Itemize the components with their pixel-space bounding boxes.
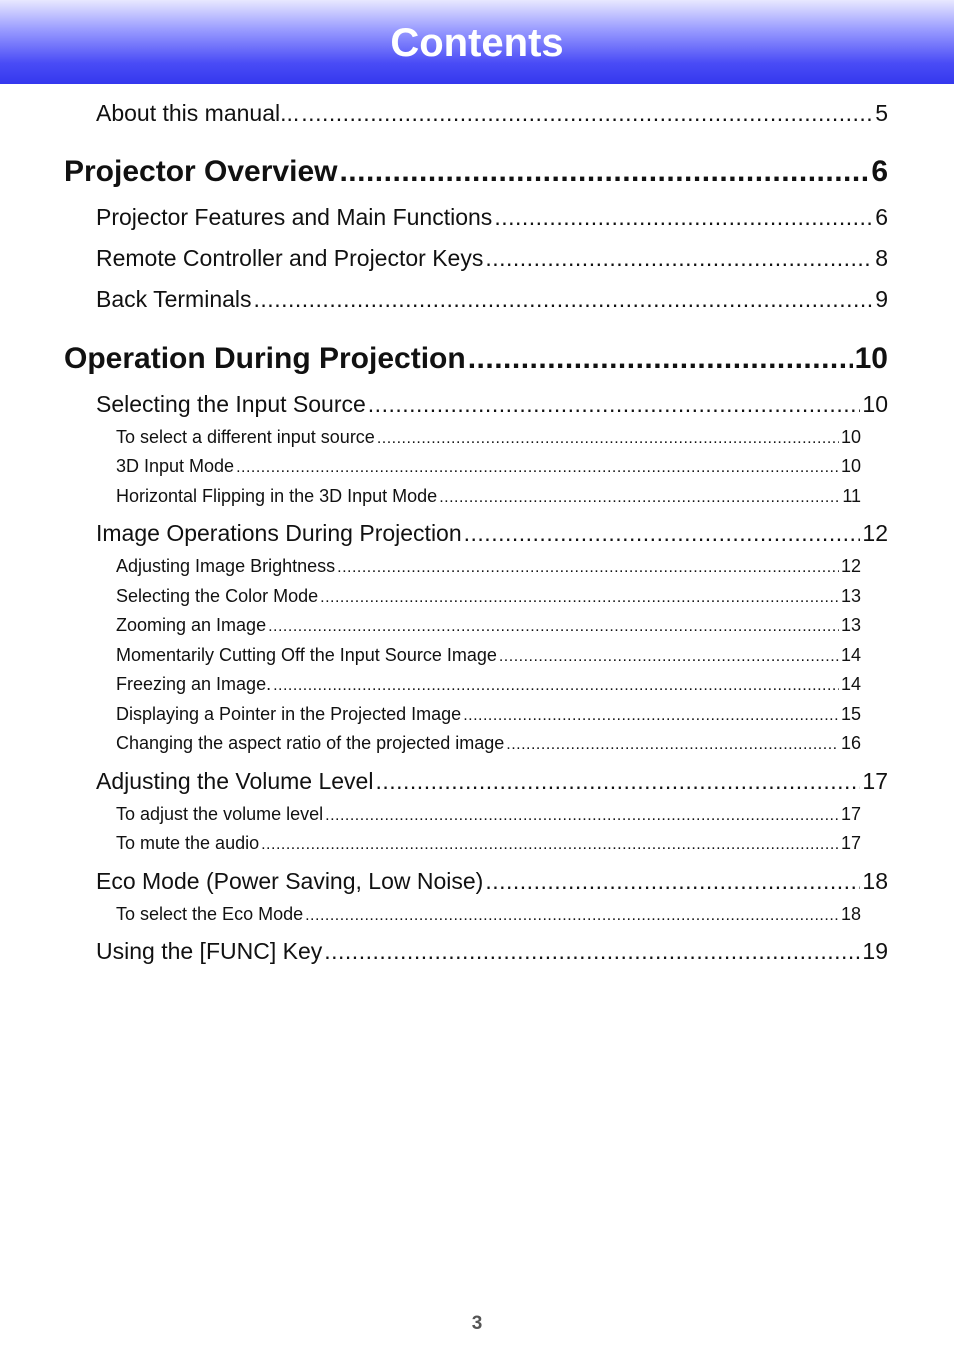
- toc-entry-pointer[interactable]: [116, 703, 861, 727]
- toc-entry-label: To select a different input source: [116, 427, 375, 447]
- toc-entry-projector-overview[interactable]: [64, 154, 888, 190]
- toc-entry-adjust-volume[interactable]: [116, 803, 861, 827]
- toc-entry-label: Projector Overview: [64, 155, 338, 188]
- dot-leader: [368, 390, 861, 418]
- toc-entry-label: Horizontal Flipping in the 3D Input Mode: [116, 486, 438, 506]
- dot-leader: [494, 203, 873, 231]
- toc-entry-label: To adjust the volume level: [116, 804, 324, 824]
- toc-entry-label: To select the Eco Mode: [116, 904, 304, 924]
- toc-entry-page: 19: [862, 938, 888, 964]
- toc-entry-image-brightness[interactable]: [116, 555, 861, 579]
- dot-leader: [236, 457, 839, 479]
- toc-entry-page: 6: [875, 204, 888, 230]
- dot-leader: [464, 519, 861, 547]
- toc-entry-page: 8: [875, 245, 888, 271]
- toc-entry-page: 6: [871, 155, 888, 188]
- toc-entry-image-operations[interactable]: [96, 519, 888, 547]
- toc-entry-page: 18: [862, 868, 888, 894]
- dot-leader: [506, 734, 839, 756]
- dot-leader: [261, 834, 839, 856]
- toc-entry-3d-input-mode[interactable]: [116, 455, 861, 479]
- toc-entry-features[interactable]: [96, 203, 888, 231]
- page-number: 3: [471, 1313, 483, 1334]
- toc-entry-color-mode[interactable]: [116, 585, 861, 609]
- toc-entry-label: Changing the aspect ratio of the projected image: [116, 733, 505, 753]
- dot-leader: [377, 428, 839, 450]
- toc-entry-zooming[interactable]: [116, 614, 861, 638]
- toc-entry-page: 10: [862, 391, 888, 417]
- toc-entry-label: Selecting the Color Mode: [116, 586, 319, 606]
- dot-leader: [254, 285, 874, 313]
- dot-leader: [499, 646, 839, 668]
- toc-entry-page: 14: [840, 674, 861, 694]
- dot-leader: [305, 905, 839, 927]
- toc-entry-back-terminals[interactable]: [96, 285, 888, 313]
- toc-entry-label: Back Terminals: [96, 286, 252, 312]
- toc-entry-horizontal-flipping[interactable]: [116, 485, 861, 509]
- toc-entry-label: Eco Mode (Power Saving, Low Noise): [96, 868, 484, 894]
- dot-leader: [463, 705, 839, 727]
- toc-entry-page: 12: [840, 556, 861, 576]
- toc-entry-selecting-input-source[interactable]: [96, 390, 888, 418]
- toc-entry-label: Operation During Projection: [64, 342, 466, 375]
- toc-entry-page: 16: [840, 733, 861, 753]
- toc-entry-label: Selecting the Input Source: [96, 391, 366, 417]
- dot-leader: [301, 99, 873, 127]
- toc-entry-label: Adjusting Image Brightness: [116, 556, 336, 576]
- toc-entry-page: 18: [840, 904, 861, 924]
- toc-entry-select-different-input[interactable]: [116, 426, 861, 450]
- toc-entry-page: 13: [840, 586, 861, 606]
- toc-entry-eco-mode[interactable]: [96, 867, 888, 895]
- dot-leader: [339, 154, 869, 190]
- page-title: Contents: [390, 21, 564, 65]
- toc-entry-label: Adjusting the Volume Level: [96, 768, 374, 794]
- dot-leader: [375, 767, 860, 795]
- toc-entry-page: 10: [854, 342, 888, 375]
- toc-entry-func-key[interactable]: [96, 937, 888, 965]
- toc-entry-page: 11: [842, 486, 861, 506]
- dot-leader: [468, 341, 853, 377]
- toc-entry-page: 9: [875, 286, 888, 312]
- toc-entry-page: 14: [840, 645, 861, 665]
- toc-entry-page: 10: [840, 427, 861, 447]
- toc-entry-label: Freezing an Image.: [116, 674, 272, 694]
- toc-entry-operation-during-projection[interactable]: [64, 341, 888, 377]
- toc-entry-label: Momentarily Cutting Off the Input Source Image: [116, 645, 497, 665]
- dot-leader: [324, 937, 860, 965]
- toc-entry-select-eco-mode[interactable]: [116, 903, 861, 927]
- toc-entry-page: 17: [840, 833, 861, 853]
- dot-leader: [337, 557, 839, 579]
- toc-entry-label: To mute the audio: [116, 833, 260, 853]
- toc-entry-page: 17: [840, 804, 861, 824]
- dot-leader: [268, 616, 839, 638]
- toc-entry-volume-level[interactable]: [96, 767, 888, 795]
- dot-leader: [485, 867, 860, 895]
- dot-leader: [320, 587, 839, 609]
- toc-entry-label: Remote Controller and Projector Keys: [96, 245, 484, 271]
- toc-entry-page: 5: [875, 100, 888, 126]
- toc-entry-label: Displaying a Pointer in the Projected Image: [116, 704, 462, 724]
- toc-entry-page: 17: [862, 768, 888, 794]
- toc-entry-freezing[interactable]: [116, 673, 861, 697]
- dot-leader: [273, 675, 839, 697]
- toc-entry-mute-audio[interactable]: [116, 832, 861, 856]
- dot-leader: [439, 487, 840, 509]
- toc-entry-page: 15: [840, 704, 861, 724]
- toc-entry-page: 10: [840, 456, 861, 476]
- toc-entry-cutting-off-input[interactable]: [116, 644, 861, 668]
- toc-entry-label: Using the [FUNC] Key: [96, 938, 323, 964]
- toc-entry-page: 12: [862, 520, 888, 546]
- toc-entry-about-manual[interactable]: [96, 99, 888, 127]
- toc-entry-label: Projector Features and Main Functions: [96, 204, 493, 230]
- dot-leader: [485, 244, 873, 272]
- toc-entry-label: Zooming an Image: [116, 615, 267, 635]
- toc-entry-page: 13: [840, 615, 861, 635]
- toc-entry-label: About this manual...: [96, 100, 300, 126]
- toc-entry-label: Image Operations During Projection: [96, 520, 462, 546]
- toc-entry-remote-controller[interactable]: [96, 244, 888, 272]
- dot-leader: [325, 805, 839, 827]
- toc-entry-label: 3D Input Mode: [116, 456, 235, 476]
- toc-entry-aspect-ratio[interactable]: [116, 732, 861, 756]
